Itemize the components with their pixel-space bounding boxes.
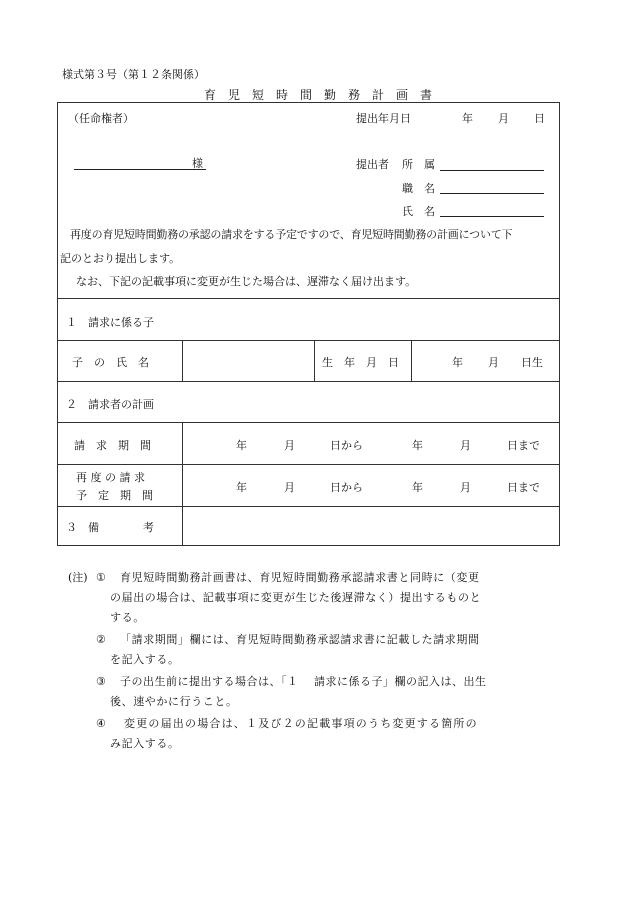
request-to-day[interactable]: 日まで [507,439,540,452]
note-2-mark: ② [96,633,106,646]
addressee-suffix: 様 [192,157,203,170]
note-1-line-2: の届出の場合は、記載事項に変更が生じた後遅滞なく）提出するものと [110,591,482,604]
child-name-field[interactable] [184,342,312,379]
remarks-label: ３ 備 考 [66,521,154,534]
rule-period-row [57,464,560,465]
vrule-period-labels [182,422,183,546]
request-to-year[interactable]: 年 [412,439,423,452]
section1-heading: １ 請求に係る子 [66,316,154,329]
replan-from-year[interactable]: 年 [236,481,247,494]
replan-to-year[interactable]: 年 [412,481,423,494]
submission-date-label: 提出年月日 [356,112,411,125]
submission-date-day[interactable]: 日 [534,112,545,125]
vrule-birth-label-left [314,340,315,381]
request-to-month[interactable]: 月 [460,439,471,452]
birth-day[interactable]: 日生 [521,356,543,369]
intro-line-2: 記のとおり提出します。 [60,252,181,265]
rule-sec2-heading [57,422,560,423]
vrule-birth-label-right [411,340,412,381]
note-1-mark: ① [96,571,106,584]
replan-from-day[interactable]: 日から [330,481,363,494]
replan-label-line2: 予 定 期 間 [76,489,153,502]
note-4-line-1: 変更の届出の場合は、１及び２の記載事項のうち変更する箇所の [124,717,478,730]
position-label: 職 名 [402,182,435,195]
note-2-line-1: 「請求期間」欄には、育児短時間勤務承認請求書に記載した請求期間 [120,633,480,646]
rule-replan-row [57,506,560,507]
affiliation-label: 所 属 [402,158,435,171]
remarks-field[interactable] [184,508,558,544]
child-name-label: 子 の 氏 名 [72,356,149,369]
request-from-month[interactable]: 月 [284,439,295,452]
note-3-line-2: 後、速やかに行うこと。 [110,695,238,708]
note-3-line-1: 子の出生前に提出する場合は、「１ 請求に係る子」欄の記入は、出生 [120,675,487,688]
request-period-label: 請 求 期 間 [74,439,151,452]
replan-to-month[interactable]: 月 [460,481,471,494]
rule-intro-bottom [57,298,560,299]
notes-label: (注) [68,571,88,584]
vrule-child-label [182,340,183,381]
note-4-mark: ④ [96,717,106,730]
birth-date-label: 生 年 月 日 [322,356,399,369]
position-field[interactable] [440,193,544,194]
form-number: 様式第３号（第１２条関係） [62,68,205,81]
note-2-line-2: を記入する。 [110,653,180,666]
note-3-mark: ③ [96,675,106,688]
name-label: 氏 名 [402,205,435,218]
request-from-day[interactable]: 日から [330,439,363,452]
intro-line-1: 再度の育児短時間勤務の承認の請求をする予定ですので、育児短時間勤務の計画について下 [70,228,513,241]
replan-to-day[interactable]: 日まで [507,481,540,494]
rule-sec1-heading [57,340,560,341]
request-from-year[interactable]: 年 [236,439,247,452]
submission-date-year[interactable]: 年 [462,112,473,125]
appointer-label: （任命権者） [68,112,134,125]
affiliation-field[interactable] [440,170,544,171]
birth-year[interactable]: 年 [452,356,463,369]
document-title: 育 児 短 時 間 勤 務 計 画 書 [204,88,433,102]
intro-line-3: なお、下記の記載事項に変更が生じた場合は、遅滞なく届け出ます。 [76,275,417,288]
replan-from-month[interactable]: 月 [284,481,295,494]
note-1-line-3: する。 [110,611,145,624]
birth-month[interactable]: 月 [488,356,499,369]
name-field[interactable] [440,216,544,217]
note-1-line-1: 育児短時間勤務計画書は、育児短時間勤務承認請求書と同時に（変更 [120,571,480,584]
rule-child-row [57,381,560,382]
section2-heading: ２ 請求者の計画 [66,398,154,411]
submitter-label: 提出者 [356,158,389,171]
submission-date-month[interactable]: 月 [498,112,509,125]
note-4-line-2: み記入する。 [110,737,180,750]
replan-label-line1: 再 度 の 請 求 [76,471,145,484]
addressee-field[interactable] [74,169,206,170]
